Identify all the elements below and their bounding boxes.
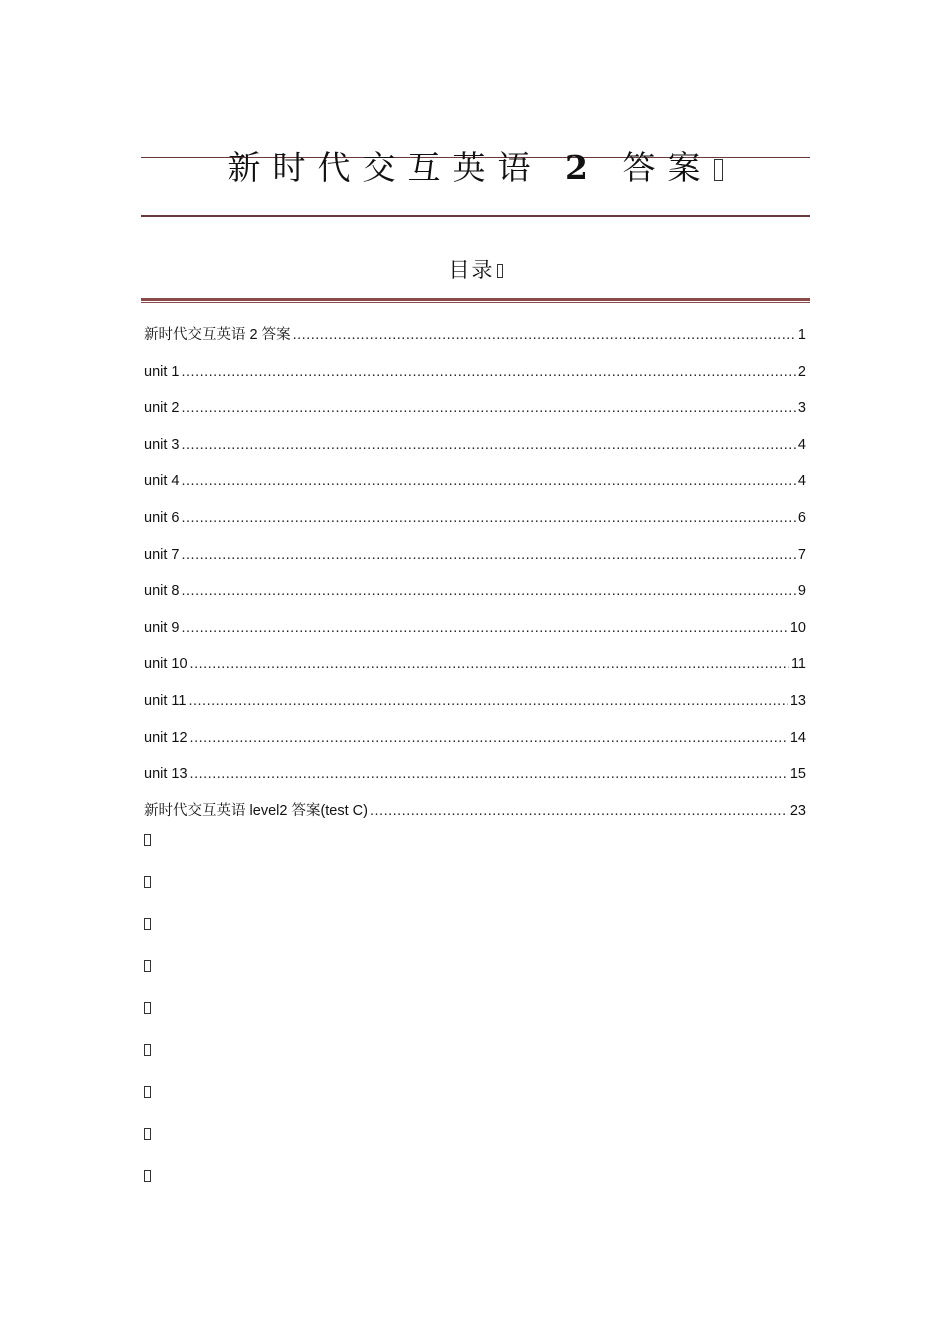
empty-paragraph-markers <box>144 834 151 1212</box>
toc-entry-page: 23 <box>789 802 806 819</box>
toc-entry-label: unit 10 <box>144 656 188 673</box>
toc-leader-dots <box>190 761 788 787</box>
toc-entry[interactable] <box>144 542 806 579</box>
toc-entry[interactable] <box>144 615 806 652</box>
toc-entry-page: 7 <box>797 546 806 563</box>
paragraph-marker-icon <box>144 1002 151 1014</box>
toc-entry[interactable] <box>144 578 806 615</box>
toc-entry-label: unit 11 <box>144 692 187 709</box>
paragraph-marker-icon <box>144 876 151 888</box>
toc-leader-dots <box>370 798 788 824</box>
toc-leader-dots <box>181 468 795 494</box>
paragraph-marker-icon <box>144 834 151 846</box>
toc-entry-label: unit 4 <box>144 473 180 490</box>
toc-entry[interactable] <box>144 505 806 542</box>
toc-entry-label: 新时代交互英语 level2 答案(test C) <box>144 802 368 819</box>
title-bottom-rule <box>141 215 810 217</box>
toc-entry-label: unit 12 <box>144 729 188 746</box>
toc-entry[interactable] <box>144 651 806 688</box>
missing-glyph-icon <box>497 264 503 278</box>
toc-leader-dots <box>188 688 787 714</box>
toc-entry-label: unit 7 <box>144 546 180 563</box>
toc-leader-dots <box>190 725 788 751</box>
toc-entry-label: unit 9 <box>144 619 180 636</box>
toc-entry-page: 4 <box>797 473 806 490</box>
toc-entry-page: 15 <box>789 766 806 783</box>
toc-entry[interactable] <box>144 688 806 725</box>
toc-leader-dots <box>293 322 796 348</box>
toc-entry-page: 2 <box>797 363 806 380</box>
toc-entry-label: 新时代交互英语 2 答案 <box>144 327 291 343</box>
document-title <box>141 140 810 196</box>
toc-entry[interactable] <box>144 359 806 396</box>
toc-entry-page: 1 <box>797 327 806 343</box>
document-title-suffix: 答案 <box>622 148 713 187</box>
toc-leader-dots <box>181 359 795 385</box>
toc-entry-page: 14 <box>789 729 806 746</box>
document-title-text: 新时代交互英语 <box>227 148 543 187</box>
toc-entry[interactable] <box>144 395 806 432</box>
toc-entry[interactable] <box>144 468 806 505</box>
toc-entry[interactable] <box>144 761 806 798</box>
toc-entry-page: 13 <box>789 692 806 709</box>
toc-leader-dots <box>181 505 795 531</box>
toc-leader-dots <box>181 615 787 641</box>
missing-glyph-icon <box>714 159 723 181</box>
paragraph-marker-icon <box>144 1128 151 1140</box>
toc-entry-label: unit 3 <box>144 436 180 453</box>
toc-entry-page: 4 <box>797 436 806 453</box>
toc-heading-text: 目录 <box>448 258 495 282</box>
toc-leader-dots <box>181 432 795 458</box>
paragraph-marker-icon <box>144 1086 151 1098</box>
toc-entry-page: 10 <box>789 619 806 636</box>
toc-entry-label: unit 13 <box>144 766 188 783</box>
toc-entry[interactable] <box>144 725 806 762</box>
paragraph-marker-icon <box>144 960 151 972</box>
toc-leader-dots <box>181 395 795 421</box>
toc-heading <box>141 254 810 286</box>
toc-entry-label: unit 6 <box>144 509 180 526</box>
paragraph-marker-icon <box>144 1044 151 1056</box>
toc-entry[interactable] <box>144 432 806 469</box>
toc-entry[interactable] <box>144 322 806 359</box>
toc-entry-page: 3 <box>797 400 806 417</box>
toc-entry-label: unit 1 <box>144 363 180 380</box>
paragraph-marker-icon <box>144 918 151 930</box>
toc-entry-label: unit 8 <box>144 583 180 600</box>
toc-leader-dots <box>190 651 789 677</box>
toc-leader-dots <box>181 542 795 568</box>
toc-double-rule <box>141 298 810 303</box>
document-title-number: 2 <box>565 148 600 187</box>
toc-leader-dots <box>181 578 795 604</box>
toc-entry-page: 6 <box>797 509 806 526</box>
toc-entry[interactable] <box>144 798 806 835</box>
toc-entry-page: 11 <box>790 656 806 673</box>
table-of-contents <box>144 322 806 834</box>
toc-entry-page: 9 <box>797 583 806 600</box>
paragraph-marker-icon <box>144 1170 151 1182</box>
toc-entry-label: unit 2 <box>144 400 180 417</box>
